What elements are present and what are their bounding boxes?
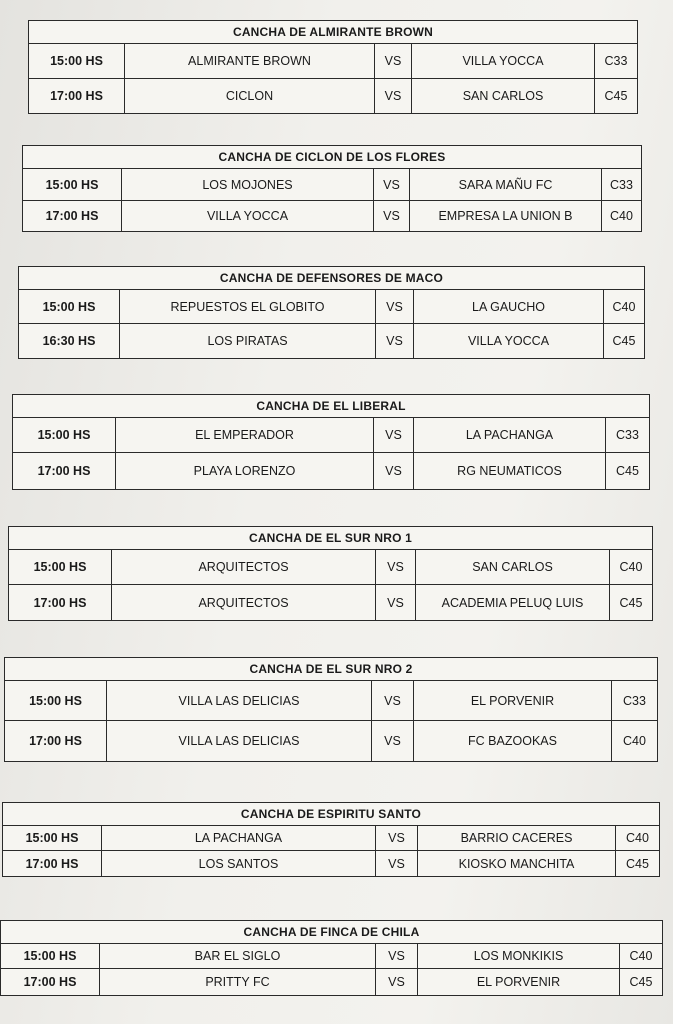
category: C33 [601,169,641,200]
away-team: VILLA YOCCA [413,324,603,358]
category: C45 [603,324,644,358]
venue-block [18,266,645,359]
home-team: ALMIRANTE BROWN [124,44,374,78]
vs-label: VS [375,550,415,584]
vs-label: VS [375,324,413,358]
venue-block [8,526,653,621]
venue-title: CANCHA DE EL SUR NRO 1 [9,527,652,550]
home-team: LA PACHANGA [101,826,375,850]
match-row [23,200,641,231]
match-time: 15:00 HS [45,177,99,192]
venue-title: CANCHA DE EL SUR NRO 2 [5,658,657,681]
category: C40 [609,550,652,584]
vs-label: VS [375,290,413,323]
category: C45 [605,453,649,489]
category: C45 [615,851,659,876]
home-team: BAR EL SIGLO [99,944,375,968]
category: C45 [594,79,637,113]
match-row [29,78,637,113]
match-time: 17:00 HS [33,595,87,610]
category: C40 [601,201,641,231]
venue-block [22,145,642,232]
vs-label: VS [373,418,413,452]
away-team: SAN CARLOS [415,550,609,584]
category: C45 [609,585,652,620]
match-row [29,44,637,78]
match-time: 16:30 HS [42,334,96,348]
category: C33 [611,681,657,720]
vs-label: VS [371,721,413,761]
match-time: 17:00 HS [37,464,91,478]
category: C40 [611,721,657,761]
match-row [19,290,644,323]
home-team: ARQUITECTOS [111,585,375,620]
away-team: LA GAUCHO [413,290,603,323]
away-team: ACADEMIA PELUQ LUIS [415,585,609,620]
home-team: CICLON [124,79,374,113]
category: C40 [615,826,659,850]
away-team: FC BAZOOKAS [413,721,611,761]
vs-label: VS [371,681,413,720]
category: C33 [605,418,649,452]
venue-block [2,802,660,877]
venue-block [0,920,663,996]
category: C33 [594,44,637,78]
home-team: VILLA YOCCA [121,201,373,231]
vs-label: VS [375,969,417,995]
match-time: 15:00 HS [23,949,77,963]
home-team: REPUESTOS EL GLOBITO [119,290,375,323]
home-team: PRITTY FC [99,969,375,995]
venue-block [12,394,650,490]
match-row [13,418,649,452]
match-time: 17:00 HS [50,89,103,103]
away-team: BARRIO CACERES [417,826,615,850]
home-team: PLAYA LORENZO [115,453,373,489]
match-row [3,850,659,876]
match-row [3,826,659,850]
home-team: VILLA LAS DELICIAS [106,681,371,720]
vs-label: VS [375,944,417,968]
match-row [9,584,652,620]
venue-title: CANCHA DE CICLON DE LOS FLORES [23,146,641,169]
match-row [1,944,662,968]
home-team: LOS SANTOS [101,851,375,876]
category: C40 [619,944,662,968]
away-team: SAN CARLOS [411,79,594,113]
match-time: 15:00 HS [25,831,79,845]
match-time: 17:00 HS [25,856,79,871]
home-team: ARQUITECTOS [111,550,375,584]
vs-label: VS [373,453,413,489]
match-time: 17:00 HS [45,209,99,223]
vs-label: VS [373,201,409,231]
vs-label: VS [375,585,415,620]
match-time: 15:00 HS [33,560,87,574]
match-time: 17:00 HS [23,975,77,989]
match-row [23,169,641,200]
home-team: VILLA LAS DELICIAS [106,721,371,761]
match-time: 15:00 HS [29,693,82,708]
venue-block [28,20,638,114]
match-time: 15:00 HS [37,428,91,442]
match-time: 15:00 HS [42,299,96,314]
vs-label: VS [374,44,411,78]
home-team: LOS PIRATAS [119,324,375,358]
vs-label: VS [373,169,409,200]
away-team: LOS MONKIKIS [417,944,619,968]
match-row [5,720,657,761]
away-team: EMPRESA LA UNION B [409,201,601,231]
match-row [1,968,662,995]
away-team: RG NEUMATICOS [413,453,605,489]
home-team: LOS MOJONES [121,169,373,200]
match-time: 17:00 HS [29,734,82,748]
venue-title: CANCHA DE ESPIRITU SANTO [3,803,659,826]
venue-title: CANCHA DE FINCA DE CHILA [1,921,662,944]
match-row [19,323,644,358]
venue-title: CANCHA DE EL LIBERAL [13,395,649,418]
venue-block [4,657,658,762]
category: C40 [603,290,644,323]
match-time: 15:00 HS [50,54,103,68]
vs-label: VS [375,826,417,850]
vs-label: VS [375,851,417,876]
away-team: LA PACHANGA [413,418,605,452]
match-row [9,550,652,584]
match-row [13,452,649,489]
venue-title: CANCHA DE DEFENSORES DE MACO [19,267,644,290]
vs-label: VS [374,79,411,113]
away-team: KIOSKO MANCHITA [417,851,615,876]
away-team: SARA MAÑU FC [409,169,601,200]
away-team: EL PORVENIR [413,681,611,720]
match-row [5,681,657,720]
away-team: VILLA YOCCA [411,44,594,78]
home-team: EL EMPERADOR [115,418,373,452]
venue-title: CANCHA DE ALMIRANTE BROWN [29,21,637,44]
away-team: EL PORVENIR [417,969,619,995]
category: C45 [619,969,662,995]
